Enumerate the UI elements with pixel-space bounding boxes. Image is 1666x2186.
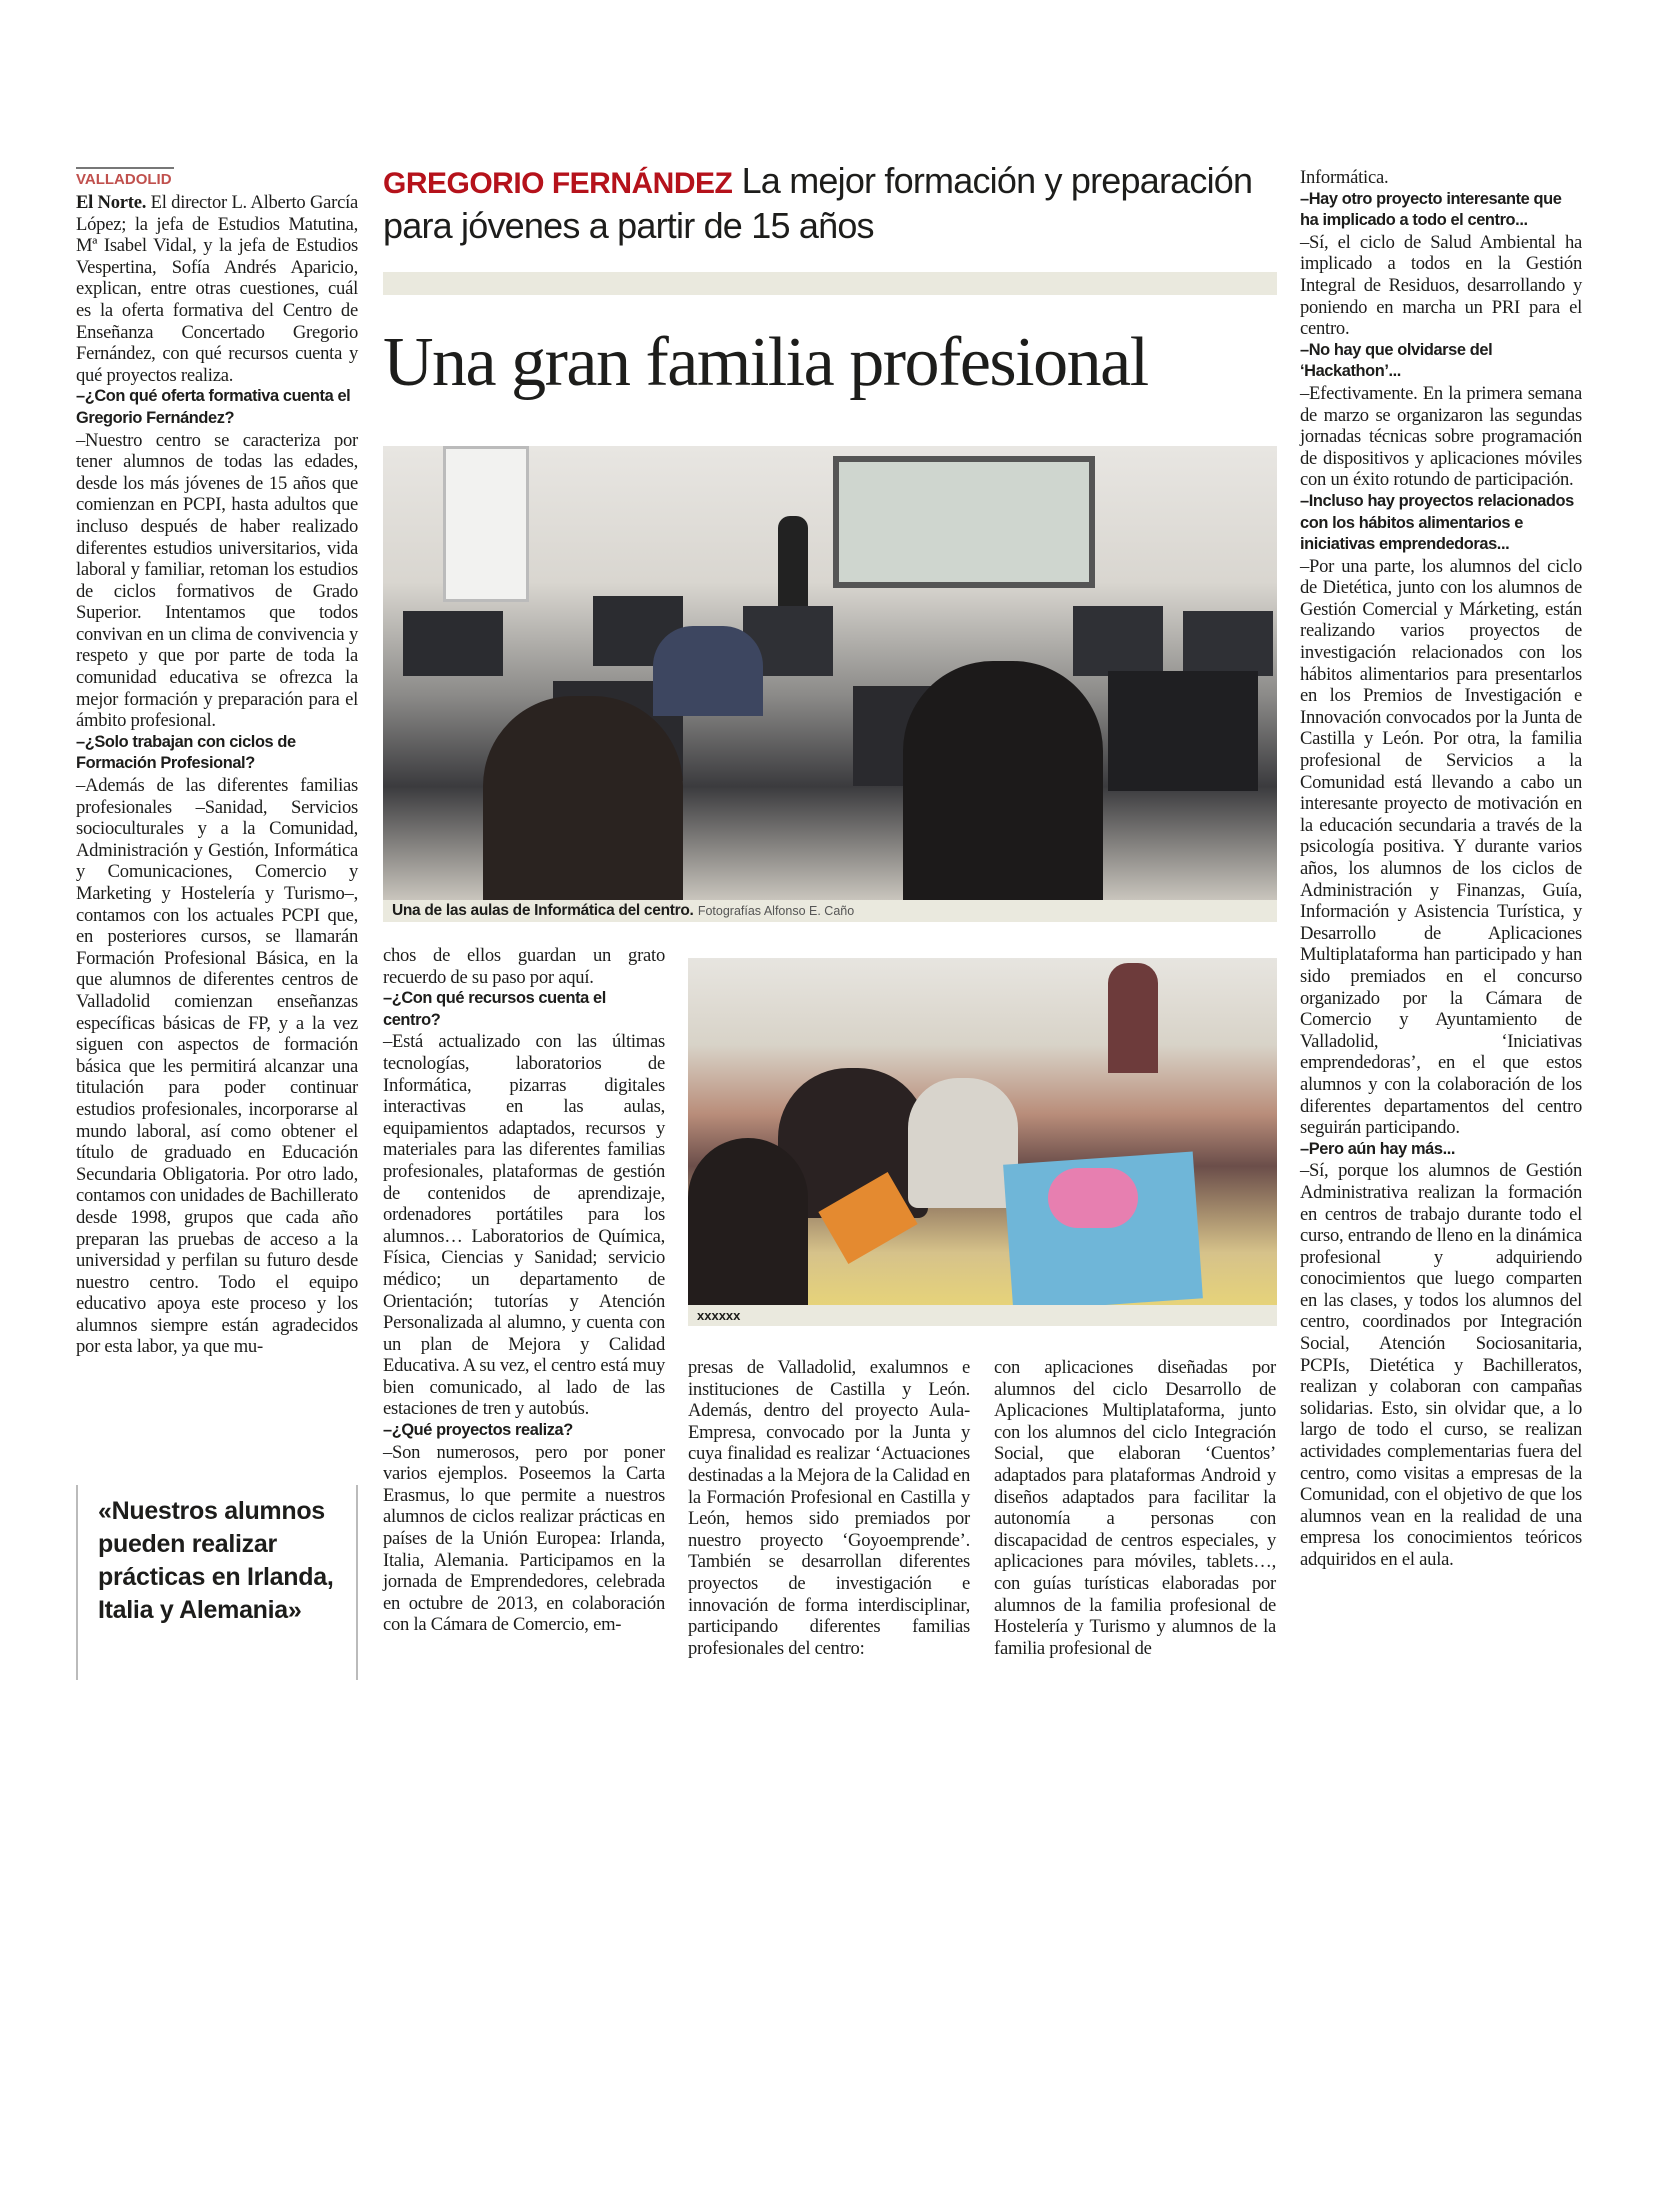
interview-question: –No hay que olvidarse del ‘Hackathon’...	[1300, 340, 1493, 381]
interview-question: –¿Qué proyectos realiza?	[383, 1421, 573, 1440]
section-label: VALLADOLID	[76, 167, 174, 188]
article-column-2	[383, 945, 665, 1636]
interview-answer: –Está actualizado con las últimas tecnologías, laboratorios de Informática, pizarras digitales interactivas en las aulas, equipamientos adaptados, recursos y materiales para las diferentes familias profesionales, plataformas de gestión de contenidos de aprendizaje, ordenadores portátiles para los alumnos… Laboratorios de Química, Física, Ciencias y Sanidad; servicio médico; un departamento de Orientación; tutorías y Atención Personalizada al alumno, y cuenta con un plan de Mejora y Calidad Educativa. A su vez, el centro está muy bien comunicado, al lado de las estaciones de tren y autobús.	[383, 1031, 665, 1420]
interview-question: –Pero aún hay más...	[1300, 1139, 1456, 1158]
interview-answer: –Son numerosos, pero por poner varios ejemplos. Poseemos la Carta Erasmus, lo que permite a nuestros alumnos de ciclos realizar prácticas en países de la Unión Europea: Irlanda, Italia, Alemania. Participamos en la jornada de Emprendedores, celebrada en octubre de 2013, en colaboración con la Cámara de Comercio, em-	[383, 1441, 665, 1636]
interview-answer: –Además de las diferentes familias profesionales –Sanidad, Servicios socioculturales y a la Comunidad, Administración y Gestión, Informática y Comunicaciones, Comercio y Marketing y Hostelería y Turismo–, contamos con los actuales PCPI que, en posteriores cursos, se llamarán Formación Profesional Básica, en la que alumnos de diferentes centros de Valladolid comienzan enseñanzas específicas básicas de FP, y a la vez siguen con aspectos de formación básica que les permitirá alcanzar una titulación para poder continuar estudios profesionales, incorporarse al mundo laboral, así como obtener el título de graduado en Educación Secundaria Obligatoria. Por otro lado, contamos con unidades de Bachillerato desde 1998, grupos que cada año preparan las pruebas de acceso a la universidad y perfilan su futuro desde nuestro centro. Todo el equipo educativo apoya este proceso y los alumnos siempre están agradecidos por esta labor, ya que mu-	[76, 775, 358, 1358]
byline: El Norte.	[76, 192, 147, 213]
interview-question: –¿Con qué oferta formativa cuenta el Gregorio Fernández?	[76, 387, 351, 427]
classroom-students-photo	[688, 958, 1277, 1305]
interview-answer: –Sí, el ciclo de Salud Ambiental ha implicado a todos en la Gestión Integral de Residuos, desarrollando y poniendo en marcha un PRI para el centro.	[1300, 231, 1582, 340]
kicker-text: La mejor formación y preparación para jóvenes a partir de 15 años	[383, 160, 1253, 246]
article-column-4	[994, 1357, 1276, 1659]
interview-answer: –Sí, porque los alumnos de Gestión Administrativa realizan la formación en centros de trabajo durante todo el curso, entrando de lleno en la dinámica profesional y adquiriendo conocimientos que luego comparten en las clases, y todos los alumnos del centro, coordinados por Integración Social, Atención Sociosanitaria, PCPIs, Dietética y Bachilleratos, realizan y colaboran con campañas solidarias. Esto, sin olvidar que, a lo largo de todo el curso, se realizan actividades complementarias fuera del centro, como visitas a empresas de la Comunidad, con el objetivo de que los alumnos vean en la realidad de una empresa los conocimientos teóricos adquiridos en el aula.	[1300, 1160, 1582, 1570]
interview-question: –¿Con qué recursos cuenta el centro?	[383, 989, 606, 1029]
pull-quote: «Nuestros alumnos pueden realizar prácticas en Irlanda, Italia y Alemania»	[76, 1485, 358, 1680]
divider-bar	[383, 272, 1277, 295]
article-column-3	[688, 1357, 970, 1659]
interview-question: –¿Solo trabajan con ciclos de Formación Profesional?	[76, 732, 296, 773]
interview-question: –Hay otro proyecto interesante que ha implicado a todo el centro...	[1300, 189, 1562, 230]
kicker-name: GREGORIO FERNÁNDEZ	[383, 167, 733, 200]
caption-text: Una de las aulas de Informática del centro.	[392, 902, 694, 919]
interview-answer: –Nuestro centro se caracteriza por tener alumnos de todas las edades, desde los más jóvenes de 15 años que comienzan en PCPI, hasta adultos que incluso después de haber realizado diferentes estudios universitarios, vida laboral y familiar, retoman los estudios de ciclos formativos de Grado Superior. Intentamos que todos convivan en un clima de convivencia y respeto y que por parte de toda la comunidad educativa se ofrezca la mejor formación y preparación para el ámbito profesional.	[76, 429, 358, 732]
interview-answer: Informática.	[1300, 167, 1389, 188]
kicker	[383, 160, 1283, 247]
interview-answer: –Efectivamente. En la primera semana de marzo se organizaron las segundas jornadas técnicas sobre programación de dispositivos y aplicaciones móviles con un éxito rotundo de participación.	[1300, 382, 1582, 491]
interview-answer: con aplicaciones diseñadas por alumnos del ciclo Desarrollo de Aplicaciones Multiplataforma, junto con los alumnos del ciclo Integración Social, que elaboran ‘Cuentos’ adaptados para plataformas Android y diseños adaptados para facilitar la autonomía a personas con discapacidad de centros especiales, y aplicaciones para móviles, tablets…, con guías turísticas elaboradas por alumnos de la familia profesional de Hostelería y Turismo y alumnos de la familia profesional de	[994, 1357, 1276, 1659]
article-column-5	[1300, 167, 1582, 1571]
lead-paragraph: El director L. Alberto García López; la jefa de Estudios Matutina, Mª Isabel Vidal, y la jefa de Estudios Vespertina, Sofía Andrés Aparicio, explican, entre otras cuestiones, cuál es la oferta formativa del Centro de Enseñanza Concertado Gregorio Fernández, con qué recursos cuenta y qué proyectos realiza.	[76, 192, 358, 386]
interview-question: –Incluso hay proyectos relacionados con los hábitos alimentarios e iniciativas emprendedoras...	[1300, 491, 1574, 554]
classroom-computers-photo	[383, 446, 1277, 900]
interview-answer: –Por una parte, los alumnos del ciclo de Dietética, junto con los alumnos de Gestión Comercial y Márketing, están realizando varios proyectos de investigación relacionados con los hábitos alimentarios para presentarlos en los Premios de Investigación e Innovación convocados por la Junta de Castilla y León. Por otra, la familia profesional de Servicios a la Comunidad está llevando a cabo un interesante proyecto de motivación en la educación secundaria a través de la psicología positiva. Y durante varios años, los alumnos de los ciclos de Administración y Finanzas, Guía, Información y Asistencia Turística, y Desarrollo de Aplicaciones Multiplataforma han participado y han sido premiados en el concurso organizado por la Cámara de Comercio y Ayuntamiento de Valladolid, ‘Iniciativas emprendedoras’, en el que estos alumnos y con la colaboración de los diferentes departamentos del centro seguirán participando.	[1300, 555, 1582, 1139]
interview-answer: chos de ellos guardan un grato recuerdo de su paso por aquí.	[383, 945, 665, 988]
interview-answer: presas de Valladolid, exalumnos e instituciones de Castilla y León. Además, dentro del proyecto Aula-Empresa, convocado por la Junta y cuya finalidad es realizar ‘Actuaciones destinadas a la Mejora de la Calidad en la Formación Profesional en Castilla y León, hemos sido premiados por nuestro proyecto ‘Goyoemprende’. También se desarrollan diferentes proyectos de investigación e innovación de forma interdisciplinar, participando diferentes familias profesionales del centro:	[688, 1357, 970, 1659]
article-column-1	[76, 192, 358, 1358]
photo-caption-secondary: xxxxxx	[688, 1305, 1277, 1326]
headline: Una gran familia profesional	[383, 324, 1148, 401]
photo-caption	[383, 900, 1277, 922]
photo-credit: Fotografías Alfonso E. Caño	[697, 904, 855, 918]
